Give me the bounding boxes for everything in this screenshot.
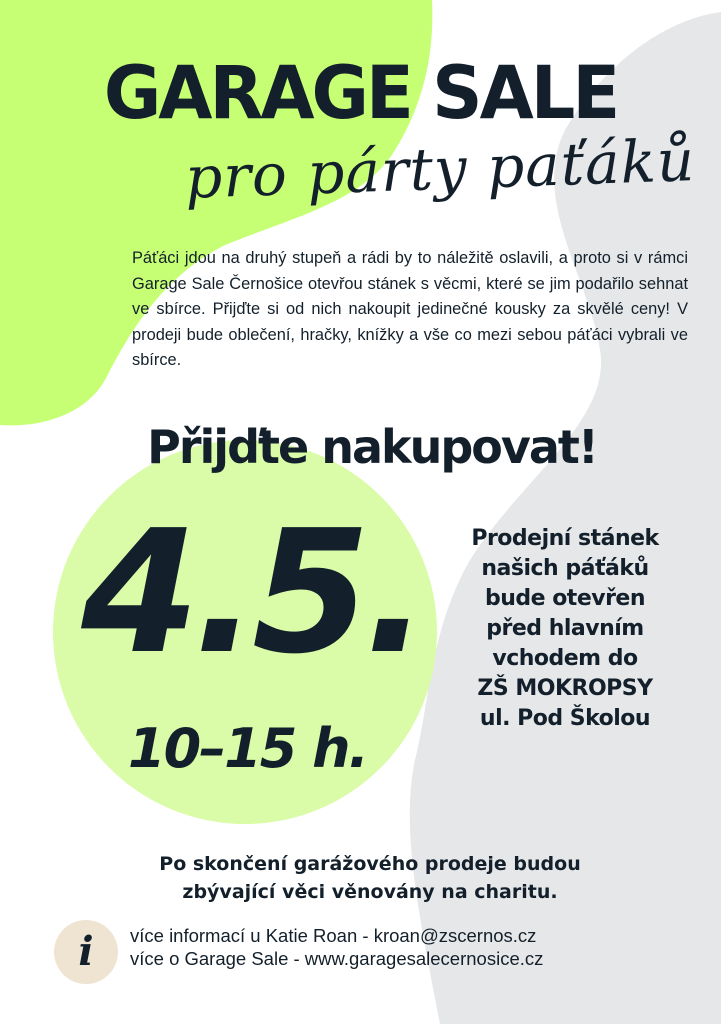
intro-paragraph: Páťáci jdou na druhý stupeň a rádi by to náležitě oslavili, a proto si v rámci Garage Sale Černošice otevřou stánek s věcmi, které se jim podařilo sehnat ve sbírce. Přijďte si od nich nakoupit jedinečné kousky za skvělé ceny! V prodeji bude oblečení, hračky, knížky a vše co mezi sebou páťáci vybrali ve sbírce. (132, 249, 688, 370)
stand-line: ul. Pod Školou (479, 706, 651, 731)
stand-line: bude otevřen (484, 586, 646, 611)
info-glyph: i (78, 928, 94, 975)
charity-note (100, 850, 640, 906)
info-icon (54, 920, 118, 984)
page-title: GARAGE SALE (103, 49, 618, 137)
event-date: 4.5. (81, 494, 423, 692)
call-to-action-heading: Přijďte nakupovat! (147, 420, 597, 474)
stand-line: ZŠ MOKROPSY (477, 676, 653, 701)
stand-line: před hlavním (486, 616, 644, 641)
charity-line: Po skončení garážového prodeje budou (159, 853, 581, 875)
stand-line: vchodem do (492, 646, 638, 671)
event-time: 10–15 h. (128, 717, 368, 780)
stand-line: našich páťáků (481, 556, 649, 581)
page-subtitle: pro párty paťáků (183, 126, 697, 212)
contact-line-website: více o Garage Sale - www.garagesalecernosice.cz (130, 948, 544, 969)
charity-line: zbývající věci věnovány na charitu. (182, 881, 558, 903)
contact-line-organizer: více informací u Katie Roan - kroan@zscernos.cz (130, 925, 537, 946)
stand-line: Prodejní stánek (471, 526, 659, 551)
stand-location-text (440, 524, 690, 734)
contact-info (130, 924, 690, 970)
